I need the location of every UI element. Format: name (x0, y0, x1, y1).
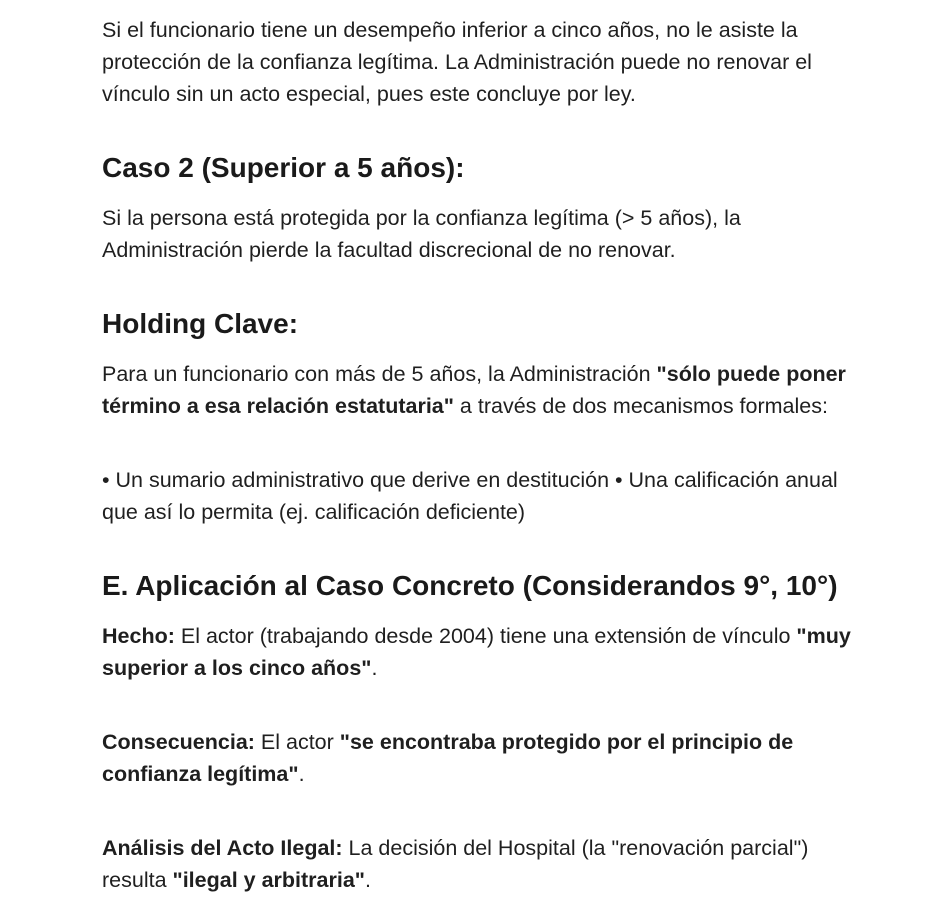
hecho-end: . (371, 656, 378, 680)
hecho-paragraph (102, 620, 862, 684)
analisis-quote: "ilegal y arbitraria" (172, 868, 365, 892)
holding-paragraph (102, 358, 862, 422)
hecho-label: Hecho: (102, 624, 175, 648)
holding-text-pre: Para un funcionario con más de 5 años, la Administración (102, 362, 657, 386)
consecuencia-quote: "se encontraba protegido por el principio de confianza legítima" (102, 730, 794, 786)
document-content (102, 14, 862, 896)
mechanisms-bullets: • Un sumario administrativo que derive en destitución • Una calificación anual que así lo permita (ej. calificación deficiente) (102, 468, 838, 524)
holding-quote: "sólo puede poner término a esa relación estatutaria" (102, 362, 846, 418)
caso-2-paragraph: Si la persona está protegida por la confianza legítima (> 5 años), la Administración pierde la facultad discrecional de no renovar. (102, 206, 741, 262)
heading-section-e: E. Aplicación al Caso Concreto (Considerandos 9°, 10°) (102, 570, 838, 601)
analisis-label: Análisis del Acto Ilegal: (102, 836, 343, 860)
hecho-quote: "muy superior a los cinco años" (102, 624, 851, 680)
consecuencia-label: Consecuencia: (102, 730, 255, 754)
heading-caso-2: Caso 2 (Superior a 5 años): (102, 152, 465, 183)
intro-paragraph: Si el funcionario tiene un desempeño inferior a cinco años, no le asiste la protección de la confianza legítima. La Administración puede no renovar el vínculo sin un acto especial, pues este concluye por ley. (102, 18, 812, 106)
hecho-text: El actor (trabajando desde 2004) tiene una extensión de vínculo (174, 624, 797, 648)
heading-holding-clave: Holding Clave: (102, 308, 299, 339)
holding-text-post: a través de dos mecanismos formales: (453, 394, 828, 418)
analisis-paragraph (102, 832, 862, 896)
consecuencia-paragraph (102, 726, 862, 790)
consecuencia-end: . (298, 762, 305, 786)
consecuencia-text: El actor (254, 730, 340, 754)
analisis-text: La decisión del Hospital (la "renovación parcial") resulta (102, 836, 809, 892)
analisis-end: . (365, 868, 371, 892)
